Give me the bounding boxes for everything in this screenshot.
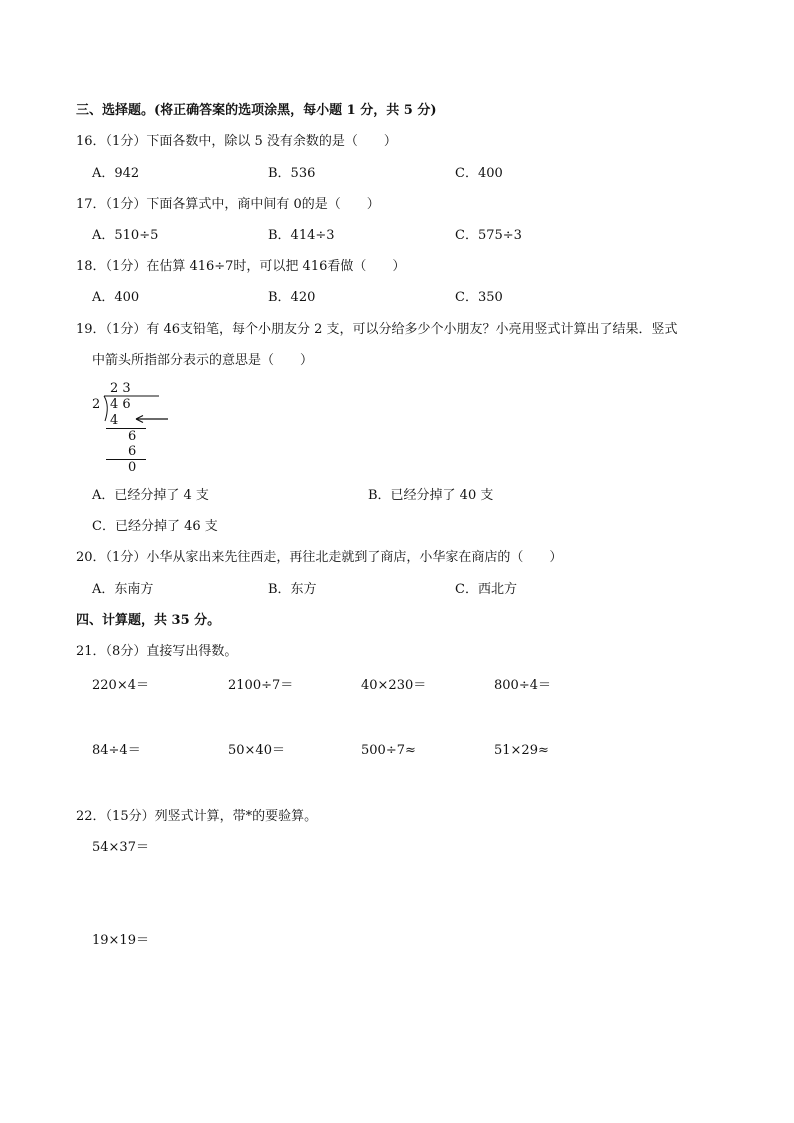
q22-item-1: 54×37＝: [92, 840, 149, 855]
long-division-figure: [92, 380, 182, 475]
question-18-option-b[interactable]: B．420: [268, 290, 316, 305]
division-step-1: 4: [110, 413, 119, 428]
division-rule-1: [106, 428, 146, 429]
question-16-option-c[interactable]: C．400: [455, 166, 503, 181]
question-18-option-a[interactable]: A．400: [92, 290, 140, 305]
question-19-stem-line2: 中箭头所指部分表示的意思是（ ）: [92, 353, 314, 368]
question-16-stem: 16．（1分）下面各数中，除以 5 没有余数的是（ ）: [76, 134, 397, 149]
division-step-3: 6: [128, 444, 137, 459]
question-17-option-a[interactable]: A．510÷5: [92, 228, 159, 243]
question-22-stem: 22．（15分）列竖式计算，带*的要验算。: [76, 809, 318, 824]
question-20-option-b[interactable]: B．东方: [268, 582, 317, 597]
question-18-option-c[interactable]: C．350: [455, 290, 503, 305]
question-16-option-b[interactable]: B．536: [268, 166, 316, 181]
question-17-option-b[interactable]: B．414÷3: [268, 228, 335, 243]
question-17-stem: 17．（1分）下面各算式中，商中间有 0的是（ ）: [76, 197, 380, 212]
question-20-stem: 20．（1分）小华从家出来先往西走，再往北走就到了商店，小华家在商店的（ ）: [76, 550, 563, 565]
question-19-option-b[interactable]: B．已经分掉了 40 支: [368, 488, 494, 503]
division-remainder: 0: [128, 460, 137, 475]
question-20-option-a[interactable]: A．东南方: [92, 582, 154, 597]
division-divisor: 2: [92, 397, 101, 412]
division-step-2: 6: [128, 429, 137, 444]
question-20-option-c[interactable]: C．西北方: [455, 582, 517, 597]
question-19-option-c[interactable]: C．已经分掉了 46 支: [92, 519, 218, 534]
arrow-left-icon: [132, 413, 170, 425]
q21-item-3: 40×230＝: [361, 678, 427, 693]
question-18-stem: 18．（1分）在估算 416÷7时，可以把 416看做（ ）: [76, 259, 406, 274]
question-19-option-a[interactable]: A．已经分掉了 4 支: [92, 488, 209, 503]
q21-item-8: 51×29≈: [494, 743, 549, 758]
q22-item-2: 19×19＝: [92, 933, 149, 948]
question-16-option-a[interactable]: A．942: [92, 166, 140, 181]
question-21-stem: 21．（8分）直接写出得数。: [76, 644, 238, 659]
q21-item-5: 84÷4＝: [92, 743, 141, 758]
question-17-option-c[interactable]: C．575÷3: [455, 228, 522, 243]
division-rule-2: [106, 459, 146, 460]
section-three-title: 三、选择题。(将正确答案的选项涂黑，每小题 1 分，共 5 分): [76, 103, 437, 118]
q21-item-1: 220×4＝: [92, 678, 149, 693]
question-19-stem-line1: 19．（1分）有 46支铅笔，每个小朋友分 2 支，可以分给多少个小朋友？小亮用竖式计算出了结果．竖式: [76, 322, 678, 337]
q21-item-4: 800÷4＝: [494, 678, 551, 693]
division-dividend: 4 6: [110, 397, 131, 412]
q21-item-6: 50×40＝: [228, 743, 285, 758]
section-four-title: 四、计算题，共 35 分。: [76, 613, 221, 628]
division-quotient: 2 3: [110, 381, 131, 396]
q21-item-2: 2100÷7＝: [228, 678, 294, 693]
q21-item-7: 500÷7≈: [361, 743, 416, 758]
